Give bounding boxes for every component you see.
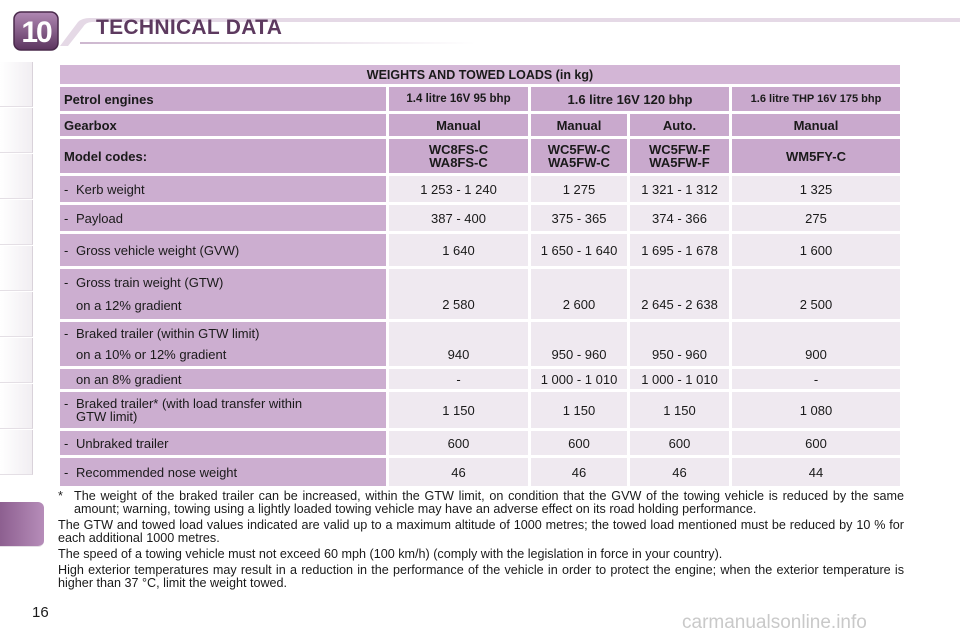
- engine-cell: 1.6 litre THP 16V 175 bhp: [732, 87, 900, 111]
- table-row: [60, 431, 900, 455]
- row-label: - Unbraked trailer: [60, 431, 386, 455]
- row-value: 1 150: [389, 392, 528, 428]
- model-code-cell: [630, 139, 729, 173]
- row-label: - Braked trailer (within GTW limit) on a 10% or 12% gradient: [60, 322, 386, 366]
- footnote-star: *: [58, 489, 63, 503]
- page-title: TECHNICAL DATA: [96, 16, 283, 39]
- row-value: 1 640: [389, 234, 528, 266]
- table-row: [60, 205, 900, 231]
- table-row: [60, 369, 900, 389]
- gearbox-cell: Manual: [732, 114, 900, 136]
- model-code: WC8FS-C: [428, 142, 489, 157]
- row-value: 275: [732, 205, 900, 231]
- row-value: 1 325: [732, 176, 900, 202]
- row-value: 2 645 - 2 638: [630, 269, 729, 319]
- model-codes-label: Model codes:: [60, 139, 386, 173]
- chapter-tab[interactable]: [0, 338, 33, 383]
- row-label: - Braked trailer* (with load transfer within GTW limit): [60, 392, 386, 428]
- row-value: 1 321 - 1 312: [630, 176, 729, 202]
- row-label: - Gross train weight (GTW) on a 12% gradient: [60, 269, 386, 319]
- row-value: 940: [389, 322, 528, 366]
- data-rows: [60, 176, 900, 486]
- chapter-tab[interactable]: [0, 430, 33, 475]
- table-row: [60, 176, 900, 202]
- chapter-number: 10: [21, 16, 51, 49]
- model-code-cell: [732, 139, 900, 173]
- model-code: WA5FW-F: [649, 155, 710, 170]
- weights-table: [57, 62, 903, 489]
- row-value: 1 000 - 1 010: [630, 369, 729, 389]
- page-number: 16: [32, 604, 49, 621]
- row-value: 44: [732, 458, 900, 486]
- row-label: - Recommended nose weight: [60, 458, 386, 486]
- note-altitude: The GTW and towed load values indicated are valid up to a maximum altitude of 1000 metres; the towed load mentioned must be reduced by 10 % for each additional 1000 metres.: [58, 518, 904, 545]
- row-value: 600: [732, 431, 900, 455]
- engine-cell: 1.6 litre 16V 120 bhp: [531, 87, 729, 111]
- row-value: 375 - 365: [531, 205, 627, 231]
- row-label: - Gross vehicle weight (GVW): [60, 234, 386, 266]
- model-codes-row: [60, 139, 900, 173]
- row-value: 46: [531, 458, 627, 486]
- row-label: - Payload: [60, 205, 386, 231]
- model-code: WC5FW-F: [648, 142, 711, 157]
- model-code-cell: [389, 139, 528, 173]
- notes: [58, 490, 904, 593]
- row-value: 1 695 - 1 678: [630, 234, 729, 266]
- row-value: 2 500: [732, 269, 900, 319]
- chapter-tab[interactable]: [0, 246, 33, 291]
- table-row: [60, 234, 900, 266]
- gearbox-cell: Manual: [531, 114, 627, 136]
- engines-row: [60, 87, 900, 111]
- chapter-tab[interactable]: [0, 384, 33, 429]
- chapter-tab[interactable]: [0, 292, 33, 337]
- row-value: -: [732, 369, 900, 389]
- watermark: carmanualsonline.info: [682, 612, 867, 633]
- row-value: 1 080: [732, 392, 900, 428]
- table-row: [60, 458, 900, 486]
- row-value: 950 - 960: [531, 322, 627, 366]
- model-code: WM5FY-C: [786, 148, 846, 164]
- row-label: - Kerb weight: [60, 176, 386, 202]
- gearbox-row: [60, 114, 900, 136]
- row-label: on an 8% gradient: [60, 369, 386, 389]
- chapter-tab[interactable]: [0, 62, 33, 107]
- row-value: 46: [630, 458, 729, 486]
- chapter-tab[interactable]: [0, 108, 33, 153]
- engine-cell: 1.4 litre 16V 95 bhp: [389, 87, 528, 111]
- row-value: 600: [630, 431, 729, 455]
- row-value: 2 580: [389, 269, 528, 319]
- model-code: WA5FW-C: [548, 155, 610, 170]
- row-value: 46: [389, 458, 528, 486]
- chapter-tab[interactable]: [0, 200, 33, 245]
- model-code: WC5FW-C: [547, 142, 611, 157]
- gearbox-label: Gearbox: [60, 114, 386, 136]
- row-value: 1 150: [531, 392, 627, 428]
- note-temperature: High exterior temperatures may result in a reduction in the performance of the vehicle in order to protect the engine; when the exterior temperature is higher than 37 °C, limit the weight towed.: [58, 563, 904, 590]
- table-row: [60, 269, 900, 319]
- model-code: WA8FS-C: [429, 155, 488, 170]
- row-value: 1 150: [630, 392, 729, 428]
- model-code-cell: [531, 139, 627, 173]
- row-value: 900: [732, 322, 900, 366]
- row-value: 1 600: [732, 234, 900, 266]
- table-row: [60, 322, 900, 366]
- row-value: 374 - 366: [630, 205, 729, 231]
- table-caption: WEIGHTS AND TOWED LOADS (in kg): [60, 65, 900, 84]
- engines-label: Petrol engines: [60, 87, 386, 111]
- row-value: 1 650 - 1 640: [531, 234, 627, 266]
- chapter-tab[interactable]: [0, 154, 33, 199]
- row-value: 2 600: [531, 269, 627, 319]
- row-value: 1 000 - 1 010: [531, 369, 627, 389]
- row-value: -: [389, 369, 528, 389]
- note-speed: The speed of a towing vehicle must not exceed 60 mph (100 km/h) (comply with the legislation in force in your country).: [58, 547, 723, 561]
- footnote-text: The weight of the braked trailer can be increased, within the GTW limit, on condition that the GVW of the towing vehicle is reduced by the same amount; warning, towing using a lightly loaded towing vehicle may have an adverse effect on its road holding performance.: [74, 489, 904, 516]
- chapter-badge: [12, 10, 60, 52]
- row-value: 1 275: [531, 176, 627, 202]
- chapter-tab-active[interactable]: [0, 502, 44, 547]
- row-value: 1 253 - 1 240: [389, 176, 528, 202]
- table-caption-row: [60, 65, 900, 84]
- row-value: 950 - 960: [630, 322, 729, 366]
- table-row: [60, 392, 900, 428]
- row-value: 387 - 400: [389, 205, 528, 231]
- footnote: [58, 490, 904, 516]
- gearbox-cell: Manual: [389, 114, 528, 136]
- row-value: 600: [531, 431, 627, 455]
- row-value: 600: [389, 431, 528, 455]
- gearbox-cell: Auto.: [630, 114, 729, 136]
